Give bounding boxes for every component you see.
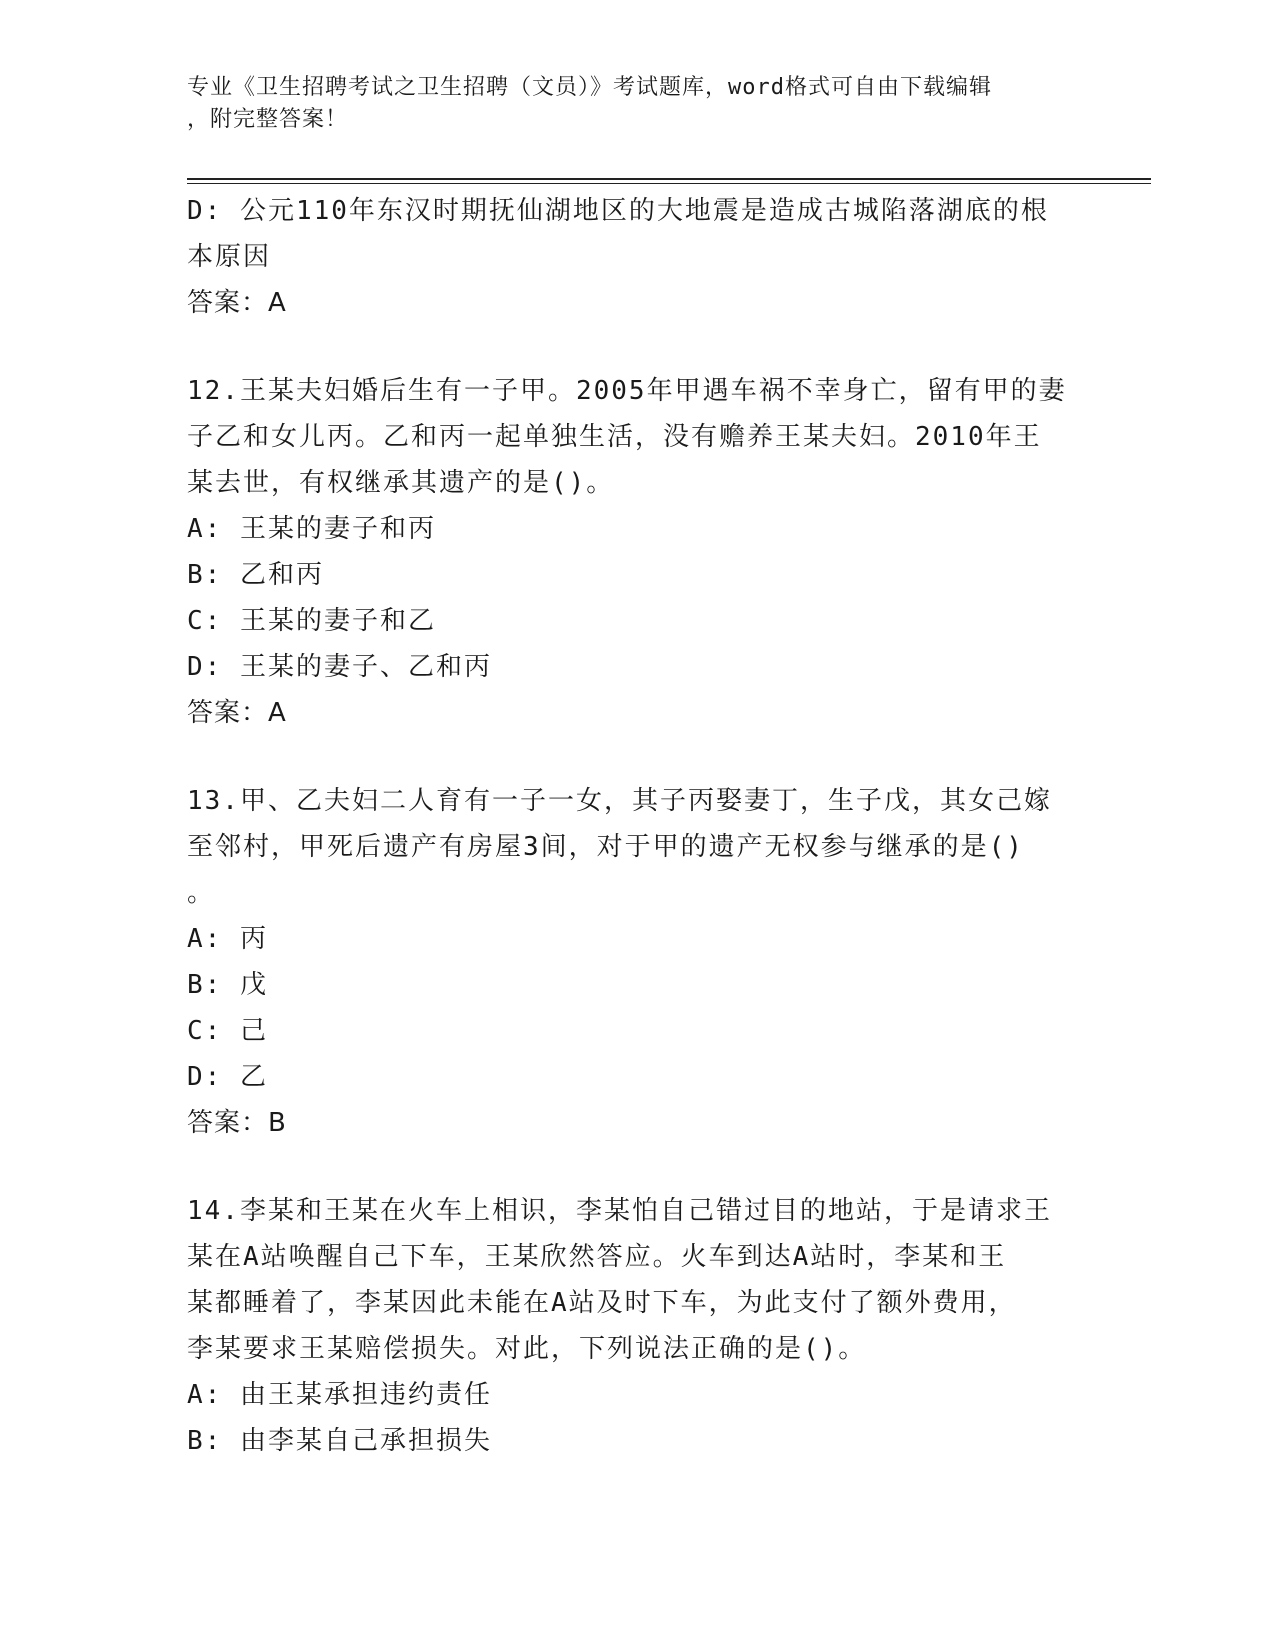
question-stem: 某在A站唤醒自己下车，王某欣然答应。火车到达A站时，李某和王	[187, 1242, 1007, 1272]
question-13	[187, 778, 1087, 1146]
option-b: B: 戊	[187, 970, 268, 1000]
question-stem: 。	[187, 878, 216, 908]
option-d: D: 王某的妻子、乙和丙	[187, 652, 492, 682]
question-stem: 13.甲、乙夫妇二人育有一子一女，其子丙娶妻丁，生子戊，其女己嫁	[187, 786, 1052, 816]
option-a: A: 丙	[187, 924, 268, 954]
question-content	[187, 188, 1087, 1464]
option-a: A: 由王某承担违约责任	[187, 1380, 492, 1410]
question-stem: 14.李某和王某在火车上相识，李某怕自己错过目的地站，于是请求王	[187, 1196, 1052, 1226]
option-b: B: 由李某自己承担损失	[187, 1426, 492, 1456]
header-divider-thick	[187, 178, 1151, 180]
question-stem: 李某要求王某赔偿损失。对此，下列说法正确的是()。	[187, 1334, 867, 1364]
header-title-line-1: 专业《卫生招聘考试之卫生招聘（文员）》考试题库，word格式可自由下载编辑	[187, 75, 992, 100]
header-divider-thin	[187, 183, 1151, 184]
option-c: C: 王某的妻子和乙	[187, 606, 436, 636]
spacer	[187, 1146, 1087, 1188]
option-d-continued: 本原因	[187, 242, 272, 272]
question-11-tail	[187, 188, 1087, 326]
option-c: C: 己	[187, 1016, 268, 1046]
question-stem: 至邻村，甲死后遗产有房屋3间，对于甲的遗产无权参与继承的是()	[187, 832, 1024, 862]
question-stem: 某去世，有权继承其遗产的是()。	[187, 468, 615, 498]
answer-label: 答案：A	[187, 698, 287, 728]
page-header	[187, 72, 1087, 136]
spacer	[187, 326, 1087, 368]
question-12	[187, 368, 1087, 736]
question-stem: 某都睡着了，李某因此未能在A站及时下车，为此支付了额外费用，	[187, 1288, 1017, 1318]
question-stem: 子乙和女儿丙。乙和丙一起单独生活，没有赡养王某夫妇。2010年王	[187, 422, 1042, 452]
option-b: B: 乙和丙	[187, 560, 324, 590]
option-a: A: 王某的妻子和丙	[187, 514, 436, 544]
header-title-line-2: ，附完整答案！	[187, 107, 349, 132]
option-d: D: 公元110年东汉时期抚仙湖地区的大地震是造成古城陷落湖底的根	[187, 196, 1049, 226]
question-14	[187, 1188, 1087, 1464]
spacer	[187, 736, 1087, 778]
option-d: D: 乙	[187, 1062, 268, 1092]
answer-label: 答案：B	[187, 1108, 287, 1138]
answer-label: 答案：A	[187, 288, 287, 318]
question-stem: 12.王某夫妇婚后生有一子甲。2005年甲遇车祸不幸身亡，留有甲的妻	[187, 376, 1067, 406]
